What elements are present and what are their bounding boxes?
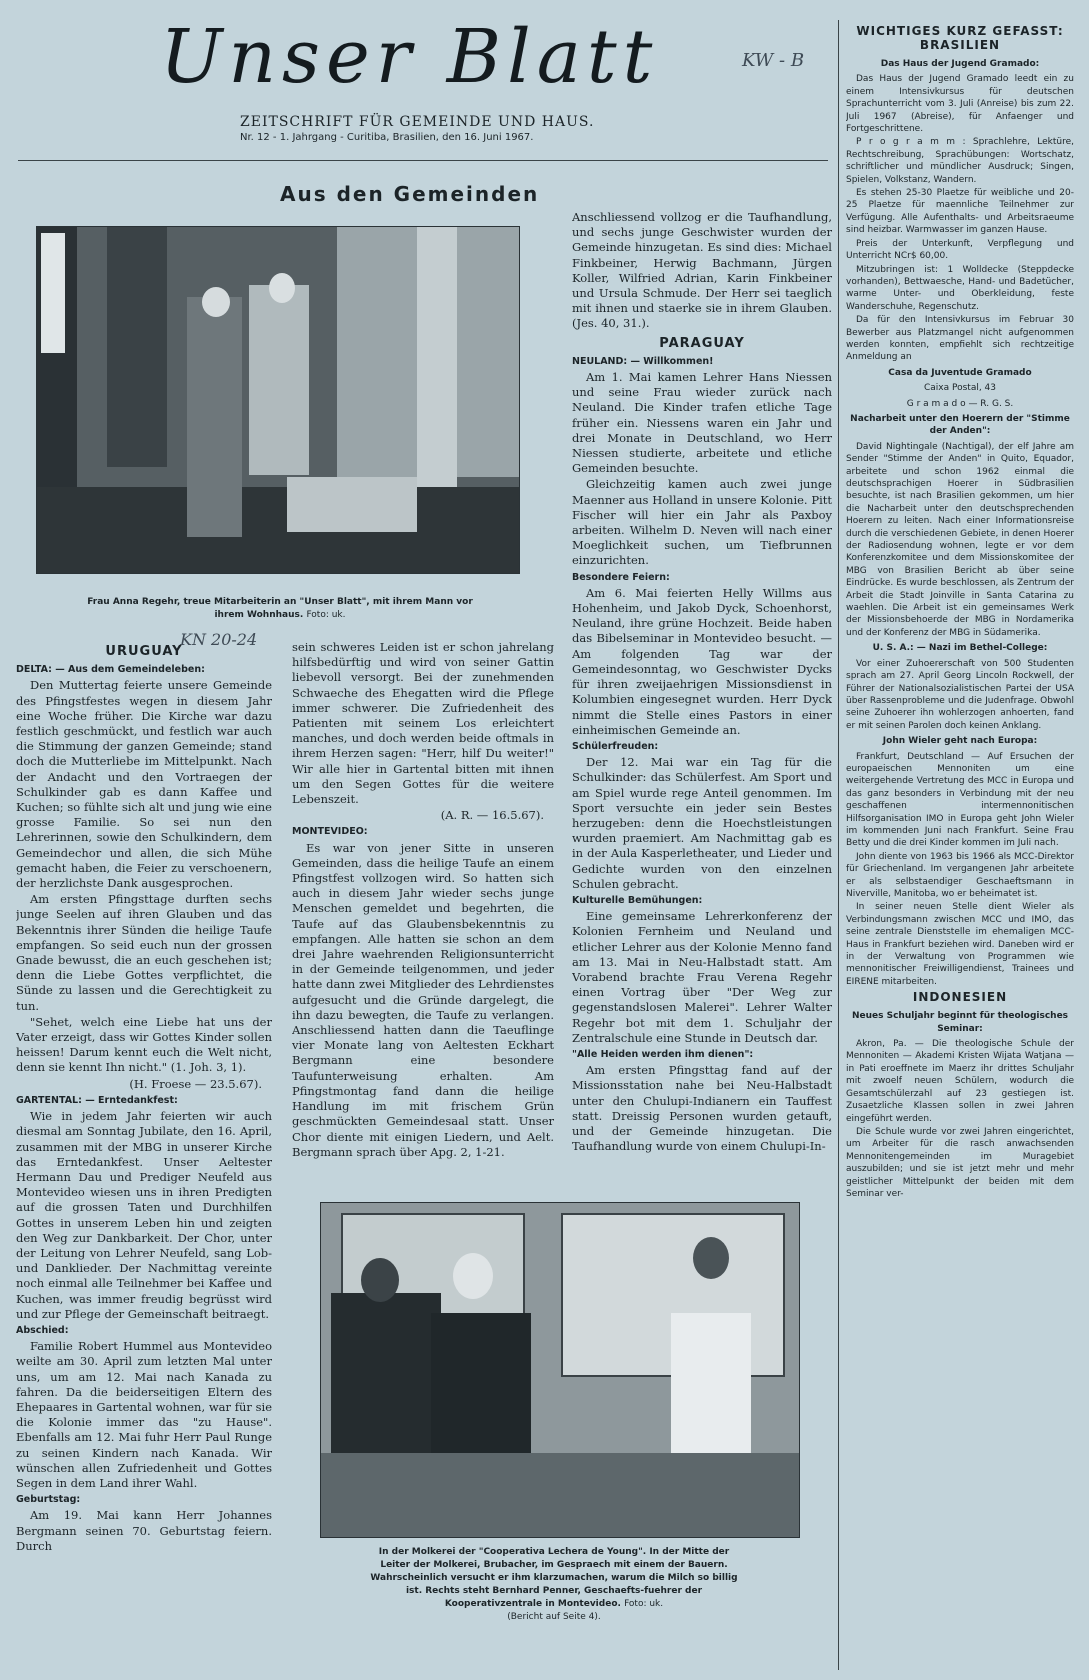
address-line-3: G r a m a d o — R. G. S. — [906, 398, 1014, 409]
section-title: Aus den Gemeinden — [280, 182, 540, 206]
photo-dairy-caption-text: In der Molkerei der "Cooperativa Lechera de Young". In der Mitte der Leiter der Molkerei, Brubacher, im Gespraech mit einem der Bauern. Wahrscheinlich versucht er ihm klarzumachen, warum die Milch so billig ist. Rechts steht Bernhard Penner, Geschaefts-fuehrer der Kooperativzentrale in Montevideo. — [370, 1547, 738, 1609]
subhead-montevideo: MONTEVIDEO: — [292, 826, 368, 838]
header-rule — [18, 160, 828, 161]
subhead-usa: U. S. A.: — Nazi im Bethel-College: — [872, 643, 1048, 654]
photo-dairy-ref: (Bericht auf Seite 4). — [507, 1612, 601, 1622]
masthead-title: Unser Blatt — [160, 14, 659, 100]
text-abschied: Familie Robert Hummel aus Montevideo weilte am 30. April zum letzten Mal unter uns, um am 12. Mai nach Kanada zu fahren. Da die beiderseitigen Eltern des Ehepaares in Gartental wohnen, war für sie die Kolonie immer das "zu Hause". Ebenfalls am 12. Mai fuhr Herr Paul Runge zu seinen Kindern nach Kanada. Wir wünschen allen Zufriedenheit und Gottes Segen in dem Land ihrer Wahl. — [16, 1339, 272, 1490]
text-montevideo: Es war von jener Sitte in unseren Gemeinden, dass die heilige Taufe an einem Pfingstfest vollzogen wird. So hatten sich auch in diesem Jahr wieder sechs junge Menschen gemeldet und begehrten, die Taufe auf das Glaubensbekenntnis zu empfangen. Alle hatten sie schon an dem drei Jahre waehrenden Religionsunterricht in der Gemeinde teilgenommen, und jeder hatte dann zwei Mitglieder des Lehrdienstes aufgesucht und die Gründe dargelegt, die ihn dazu bewegten, die Taufe zu verlangen. Anschliessend hatten dann die Taeuflinge vier Monate lang von Aeltesten Eckhart Bergmann eine besondere Taufunterweisung erhalten. Am Pfingstmontag fand dann die heilige Handlung im mit frischem Grün geschmückten Gemeindesaal statt. Unser Chor diente mit einigen Liedern, und Aelt. Bergmann sprach über Apg. 2, 1-21. — [292, 840, 554, 1159]
text-gramado-2: P r o g r a m m : Sprachlehre, Lektüre, Rechtschreibung, Sprachübungen: Wortschatz, schriftlicher und mündlicher Ausdruck; Singen, Spielen, Volkstanz, Wandern. — [846, 137, 1074, 185]
subhead-abschied: Abschied: — [16, 1324, 69, 1336]
text-schueler: Der 12. Mai war ein Tag für die Schulkinder: das Schülerfest. Am Sport und am Spiel wurde rege Anteil genommen. Im Sport versuchte ein jeder sein Bestes herzugeben: denn die Hoechstleistungen wurden praemiert. Am Nachmittag gab es in der Aula Kasperletheater, und Lieder und Gedichte wurden von den einzelnen Schulen gebracht. — [572, 755, 832, 891]
column-uruguay — [16, 640, 272, 1680]
text-heiden: Am ersten Pfingsttag fand auf der Missionsstation nahe bei Neu-Halbstadt unter den Chulupi-Indianern ein Tauffest statt. Dreissig Personen wurden getauft, und der Gemeinde hinzugetan. Die Taufhandlung wurde von einem Chulupi-In- — [572, 1063, 832, 1154]
heading-paraguay: PARAGUAY — [659, 335, 745, 351]
text-kultur: Eine gemeinsame Lehrerkonferenz der Kolonien Fernheim und Neuland und etlicher Lehrer aus der Kolonie Menno fand am 13. Mai in Neu-Halbstadt statt. Am Vorabend brachte Frau Verena Regehr einen Vortrag über "Der Weg zur gegenstandslosen Malerei". Lehrer Walter Regehr bot mit dem 1. Schuljahr der Zentralschule eine Stunde in Deutsch dar. — [572, 909, 832, 1045]
handwritten-note-photo: KN 20-24 — [180, 630, 258, 649]
address-line-1: Casa da Juventude Gramado — [888, 367, 1032, 378]
signature-gartental: (A. R. — 16.5.67). — [440, 808, 544, 823]
heading-indonesien: INDONESIEN — [912, 990, 1008, 1005]
subhead-delta: DELTA: — Aus dem Gemeindeleben: — [16, 664, 205, 676]
photo-dairy-credit: Foto: uk. — [624, 1599, 664, 1609]
masthead-subtitle: ZEITSCHRIFT FÜR GEMEINDE UND HAUS. — [240, 114, 595, 130]
subhead-schuljahr: Neues Schuljahr beginnt für theologisches Seminar: — [851, 1011, 1069, 1034]
text-neuland-2: Gleichzeitig kamen auch zwei junge Maenner aus Holland in unsere Kolonie. Pitt Fischer will hier ein Jahr als Paxboy arbeiten. Wilhelm D. Neven will nach einer Moeglichkeit suchen, um Tiefbrunnen einzurichten. — [572, 477, 832, 568]
photo-couple — [36, 226, 520, 574]
heading-uruguay: URUGUAY — [105, 644, 183, 659]
text-wieler-3: In seiner neuen Stelle dient Wieler als Verbindungsmann zwischen MCC und IMO, das seine zentrale Dienststelle im ehemaligen MCC-Haus in Frankfurt beziehen wird. Daneben wird er in der Verwaltung von Programmen wie mennonitischer Freiwilligendienst, Trainees und EIRENE mitarbeiten. — [846, 902, 1074, 987]
text-gramado-6: Da für den Intensivkursus im Februar 30 Bewerber aus Platzmangel nicht aufgenommen werden konnten, empfiehlt sich rechtzeitige Anmeldung an — [846, 315, 1074, 363]
column-paraguay — [572, 210, 832, 1178]
text-delta-1: Den Muttertag feierte unsere Gemeinde des Pfingstfestes wegen in diesem Jahr eine Woche früher. Die Kirche war dazu festlich geschmückt, und festlich war auch die Stimmung der ganzen Gemeinde; stand doch die Mutterliebe im Mittelpunkt. Nach der Andacht und den Vortraegen der Schulkinder gab es dann Kaffee und Kuchen; so fühlte sich alt und jung wie eine grosse Familie. So sei nun den Lehrerinnen, sowie den Schulkindern, dem Gemeindechor und allen, die sich Mühe gemacht haben, die Feier zu verschoenern, der herzlichste Dank ausgesprochen. — [16, 678, 272, 891]
photo-dairy — [320, 1202, 800, 1538]
text-anden: David Nightingale (Nachtigal), der elf Jahre am Sender "Stimme der Anden" in Quito, Equador, arbeitete und schon 1962 einmal die deutschsprachigen Hoerer in Südbrasilien besuchte, ist nach Brasilien gekommen, um hier die Nacharbeit unter den deutschsprechenden Hoerern zu leiten. Nach einer Informationsreise durch die verschiedenen Gebiete, in denen Hoerer der Radiosendung wohnen, legte er vor dem Konferenzkomitee und dem Missionskomitee der MBG von Brasilien Bericht ab über seine Eindrücke. Es wurde beschlossen, als Zentrum der Arbeit die Stadt Joinville in Santa Catarina zu waehlen. Die Arbeit ist ein gemeinsames Werk der Missionsbehoerde der MBG in Nordamerika und der Konferenz der MBG in Südamerika. — [846, 441, 1074, 638]
photo-couple-credit: Foto: uk. — [306, 610, 346, 620]
signature-delta: (H. Froese — 23.5.67). — [129, 1076, 262, 1091]
photo-dairy-caption — [364, 1546, 744, 1624]
sidebar-news-brief — [846, 22, 1074, 1672]
text-gramado-1: Das Haus der Jugend Gramado leedt ein zu einem Intensivkursus für deutschen Sprachunterricht vom 3. Juli (Anreise) bis zum 22. Juli 1967 (Abreise), für Anfaenger und Fortgeschrittene. — [846, 74, 1074, 135]
text-schuljahr-1: Akron, Pa. — Die theologische Schule der Mennoniten — Akademi Kristen Wijata Watjana — in Pati eroeffnete im Maerz ihr drittes Schuljahr mit zwoelf neuen Schülern, wodurch die Gesamtschülerzahl auf 23 gestiegen ist. Zusaetzliche Klassen sollen in zwei Jahren eingeführt werden. — [846, 1039, 1074, 1124]
subhead-gramado: Das Haus der Jugend Gramado: — [880, 59, 1040, 69]
handwritten-note-top: KW - B — [742, 50, 805, 71]
column-rule — [838, 20, 839, 1670]
address-line-2: Caixa Postal, 43 — [923, 383, 997, 394]
text-bergmann: sein schweres Leiden ist er schon jahrelang hilfsbedürftig und wird von seiner Gattin liebevoll versorgt. Bei der zunehmenden Schwaeche des Ehegatten wird die Pflege immer schwerer. Die Zufriedenheit des Patienten mit seinem Los erleichtert manches, und doch werden beide oftmals in ihrem Herzen sagen: "Herr, hilf Du weiter!" Wir alle hier in Gartental bitten mit ihnen um den Segen Gottes für die weitere Lebenszeit. — [292, 640, 554, 807]
subhead-wieler: John Wieler geht nach Europa: — [882, 736, 1038, 747]
subhead-schueler: Schülerfreuden: — [572, 740, 659, 752]
photo-couple-caption-text: Frau Anna Regehr, treue Mitarbeiterin an "Unser Blatt", mit ihrem Mann vor ihrem Wohnhaus. — [87, 597, 473, 620]
text-feiern: Am 6. Mai feierten Helly Willms aus Hohenheim, und Jakob Dyck, Schoenhorst, Neuland, ihre grüne Hochzeit. Beide haben das Bibelseminar in Montevideo besucht. — Am folgenden Tag war der Gemeindesonntag, wo Geschwister Dycks für ihren zweijaehrigen Missionsdienst in Kolumbien eingesegnet wurden. Herr Dyck nimmt die Stelle eines Pastors in einer einheimischen Gemeinde an. — [572, 585, 832, 737]
subhead-heiden: "Alle Heiden werden ihm dienen": — [572, 1048, 754, 1060]
subhead-gartental: GARTENTAL: — Erntedankfest: — [16, 1094, 178, 1106]
text-gartental: Wie in jedem Jahr feierten wir auch diesmal am Sonntag Jubilate, den 16. April, zusammen mit der MBG in unserer Kirche das Erntedankfest. Unser Aeltester Hermann Dau und Prediger Neufeld aus Montevideo wiesen uns in ihren Predigten auf die grossen Taten und Durchhilfen Gottes in unserem Leben hin und zeigten den Weg zur Dankbarkeit. Der Chor, unter der Leitung von Lehrer Neufeld, sang Lob- und Danklieder. Der Nachmittag vereinte noch einmal alle Teilnehmer bei Kaffee und Kuchen, was immer freudig begrüsst wird und zur Pflege der Gemeinschaft beitraegt. — [16, 1109, 272, 1321]
subhead-kultur: Kulturelle Bemühungen: — [572, 894, 703, 906]
text-geburtstag: Am 19. Mai kann Herr Johannes Bergmann seinen 70. Geburtstag feiern. Durch — [16, 1508, 272, 1553]
text-schuljahr-2: Die Schule wurde vor zwei Jahren eingerichtet, um Arbeiter für die rasch anwachsenden Mennonitengemeinden im Muragebiet auszubilden; und sie ist jetzt mehr und mehr geistlicher Mittelpunkt der beiden mit dem Seminar ver- — [846, 1126, 1074, 1199]
text-delta-2: Am ersten Pfingsttage durften sechs junge Seelen auf ihren Glauben und das Bekenntnis ihrer Sünden die heilige Taufe empfangen. So seid euch nun der grossen Gnade bewusst, die an euch geschehen ist; denn die Liebe Gottes verpflichtet, die Sünde zu lassen und die Gerechtigkeit zu tun. — [16, 892, 272, 1013]
photo-couple-caption — [80, 596, 480, 622]
masthead — [160, 14, 700, 124]
text-delta-3: "Sehet, welch eine Liebe hat uns der Vater erzeigt, dass wir Gottes Kinder sollen heissen! Darum kennt euch die Welt nicht, denn sie kennt Ihn nicht." (1. Joh. 3, 1). — [16, 1014, 272, 1075]
subhead-feiern: Besondere Feiern: — [572, 571, 670, 583]
text-gramado-3: Es stehen 25-30 Plaetze für weibliche und 20-25 Plaetze für maennliche Teilnehmer zur Verfügung. Alle Aufenthalts- und Arbeitsraeume sind heizbar. Warmwasser im ganzen Hause. — [846, 188, 1074, 236]
text-wieler-1: Frankfurt, Deutschland — Auf Ersuchen der europaeischen Mennoniten um eine weitergehende Vertretung des MCC in Europa und das ganz besonders in Verbindung mit der neu geschaffenen intermennonitischen Hilfsorganisation IMO in Europa geht John Wieler im kommenden Juni nach Frankfurt. Seine Frau Betty und die drei Kinder kommen im Juli nach. — [846, 751, 1074, 849]
text-gramado-4: Preis der Unterkunft, Verpflegung und Unterricht NCr$ 60,00. — [846, 238, 1074, 262]
text-neuland-1: Am 1. Mai kamen Lehrer Hans Niessen und seine Frau wieder zurück nach Neuland. Die Kinder trafen etliche Tage früher ein. Niessens waren ein Jahr und drei Monate in Deutschland, wo Herr Niessen studierte, arbeitete und etliche Gemeinden besuchte. — [572, 370, 832, 476]
subhead-neuland: NEULAND: — Willkommen! — [572, 355, 714, 367]
subhead-geburtstag: Geburtstag: — [16, 1494, 81, 1506]
column-gartental-montevideo — [292, 640, 554, 1180]
subhead-anden: Nacharbeit unter den Hoerern der "Stimme der Anden": — [850, 413, 1070, 437]
sidebar-heading: WICHTIGES KURZ GEFASST: BRASILIEN — [856, 24, 1064, 52]
text-wieler-2: John diente von 1963 bis 1966 als MCC-Direktor für Griechenland. Im vergangenen Jahr arbeitete er als selbstaendiger Geschaeftsmann in Niverville, Manitoba, wo er beheimatet ist. — [846, 851, 1074, 899]
text-usa: Vor einer Zuhoererschaft von 500 Studenten sprach am 27. April Georg Lincoln Rockwell, der Führer der Nationalsozialistischen Partei der USA über Rassenprobleme und die Judenfrage. Obwohl seine Zuhoerer ihn wohlerzogen anhoerten, fand er mit seinen Parolen doch keinen Anklang. — [846, 658, 1074, 731]
text-taufe: Anschliessend vollzog er die Taufhandlung, und sechs junge Geschwister wurden der Gemeinde hinzugetan. Es sind dies: Michael Finkbeiner, Herwig Bachmann, Jürgen Koller, Wilfried Adrian, Karin Finkbeiner und Ursula Schmude. Der Herr sei taeglich mit ihnen und staerke sie in ihrem Glauben. (Jes. 40, 31.). — [572, 210, 832, 331]
issue-line: Nr. 12 - 1. Jahrgang - Curitiba, Brasilien, den 16. Juni 1967. — [240, 132, 534, 143]
text-gramado-5: Mitzubringen ist: 1 Wolldecke (Steppdecke vorhanden), Bettwaesche, Hand- und Badetücher, warme Unter- und Oberkleidung, feste Wanderschuhe, Regenschutz. — [846, 264, 1074, 312]
